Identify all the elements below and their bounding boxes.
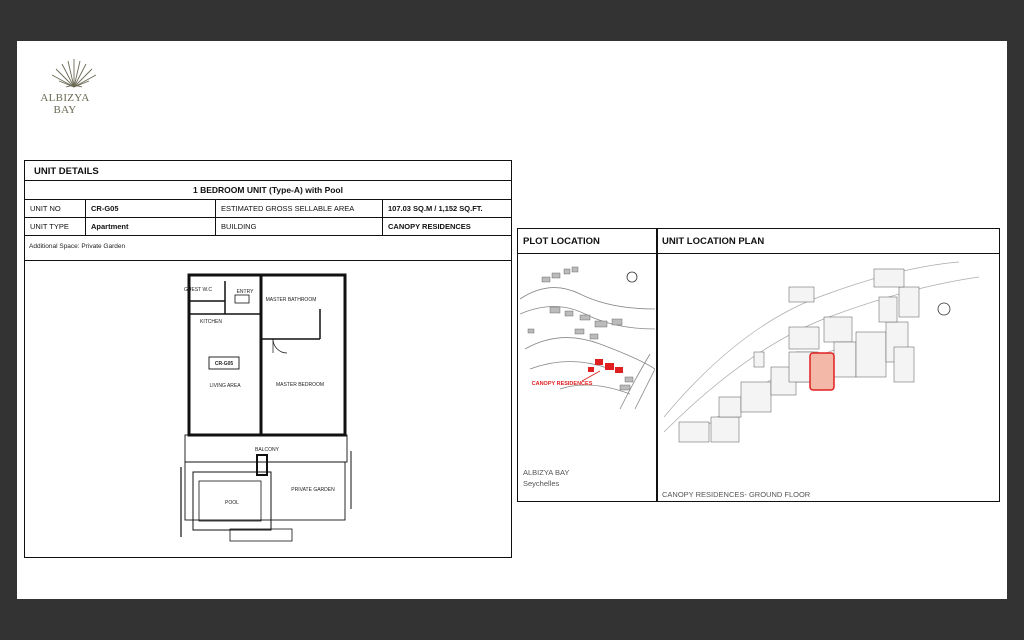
kitchen-label: KITCHEN <box>200 319 222 325</box>
unit-no-label: UNIT NO <box>25 200 86 217</box>
additional-space: Additional Space: Private Garden <box>29 243 126 250</box>
balcony-label: BALCONY <box>255 447 279 453</box>
canopy-residences-map-label: CANOPY RESIDENCES <box>531 381 593 387</box>
palm-logo-icon <box>38 51 110 91</box>
unit-location-plan-caption: CANOPY RESIDENCES- GROUND FLOOR <box>662 490 811 499</box>
entry-label: ENTRY <box>236 289 254 295</box>
area-label: ESTIMATED GROSS SELLABLE AREA <box>216 200 383 217</box>
brand-name: ALBIZYA BAY <box>40 92 90 116</box>
plot-location-panel <box>517 228 658 502</box>
guest-wc-label: GUEST W.C <box>184 287 212 293</box>
additional-space-row <box>25 236 511 261</box>
unit-location-plan-title: UNIT LOCATION PLAN <box>662 236 765 247</box>
unit-heading: 1 BEDROOM UNIT (Type-A) with Pool <box>192 185 343 195</box>
unit-location-plan-header <box>657 229 999 254</box>
floor-plan-drawing <box>175 269 365 549</box>
compass-icon <box>627 272 637 282</box>
building-value: CANOPY RESIDENCES <box>388 222 471 231</box>
plot-location-header <box>518 229 657 254</box>
unit-heading-row <box>25 181 511 200</box>
plot-location-map <box>520 259 655 434</box>
unit-type-value: Apartment <box>86 218 216 235</box>
unit-details-header <box>25 161 511 181</box>
unit-details-title: UNIT DETAILS <box>34 166 99 177</box>
master-bedroom-label: MASTER BEDROOM <box>275 382 325 388</box>
unit-tag-label: CR-G05 <box>214 361 234 367</box>
document-page <box>17 41 1007 599</box>
area-value: 107.03 SQ.M / 1,152 SQ.FT. <box>388 204 483 213</box>
plot-caption-line2: Seychelles <box>523 479 560 488</box>
unit-highlight <box>810 353 834 390</box>
unit-type-label: UNIT TYPE <box>25 218 86 235</box>
unit-location-plan-panel <box>656 228 1000 502</box>
living-area-label: LIVING AREA <box>209 383 241 389</box>
plot-location-title: PLOT LOCATION <box>523 236 600 247</box>
plot-location-caption <box>523 467 569 489</box>
compass-icon <box>938 303 950 315</box>
unit-details-panel <box>24 160 512 558</box>
building-label: BUILDING <box>216 218 383 235</box>
brand-logo <box>29 51 119 116</box>
unit-details-row-1 <box>25 200 511 218</box>
master-bathroom-label: MASTER BATHROOM <box>265 297 317 303</box>
unit-details-row-2 <box>25 218 511 236</box>
unit-location-plan-map <box>659 257 997 482</box>
pool-label: POOL <box>225 500 239 506</box>
private-garden-label: PRIVATE GARDEN <box>291 487 335 493</box>
plot-caption-line1: ALBIZYA BAY <box>523 468 570 477</box>
unit-no-value: CR-G05 <box>86 200 216 217</box>
